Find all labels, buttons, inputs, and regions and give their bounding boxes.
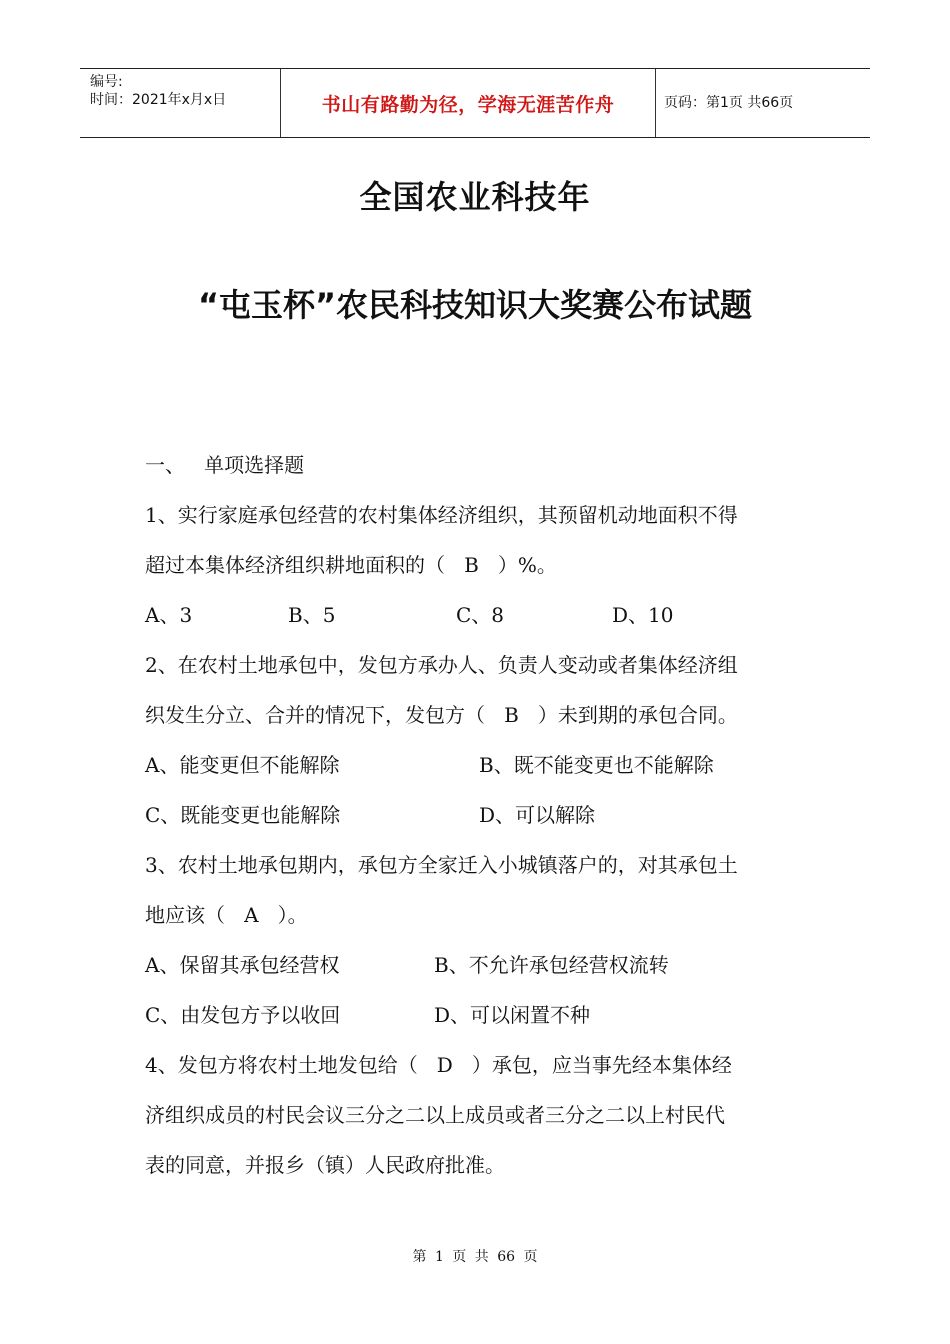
document-body: [145, 448, 815, 1198]
question-4-line-2: 济组织成员的村民会议三分之二以上成员或者三分之二以上村民代: [145, 1103, 725, 1127]
document-title: 全国农业科技年: [359, 178, 591, 216]
option-a: A、保留其承包经营权: [145, 953, 340, 977]
question-3-options-row-2: [145, 998, 815, 1048]
option-b: B、不允许承包经营权流转: [434, 953, 669, 977]
question-3-line-2: 地应该（ A ）。: [145, 903, 308, 927]
section-heading: 一、 单项选择题: [145, 453, 305, 477]
time-label: 时间：2021年x月x日: [90, 92, 227, 108]
option-a: A、能变更但不能解除: [145, 753, 340, 777]
document-subtitle: “屯玉杯”农民科技知识大奖赛公布试题: [197, 286, 753, 324]
option-d: D、可以解除: [479, 803, 596, 827]
question-1-line-1: 1、实行家庭承包经营的农村集体经济组织，其预留机动地面积不得: [145, 503, 738, 527]
option-a: A、3: [145, 603, 193, 627]
motto-text: 书山有路勤为径，学海无涯苦作舟: [321, 93, 615, 116]
option-c: C、既能变更也能解除: [145, 803, 341, 827]
question-2-line-2: 织发生分立、合并的情况下，发包方（ B ）未到期的承包合同。: [145, 703, 738, 727]
question-3-line-1: 3、农村土地承包期内，承包方全家迁入小城镇落户的，对其承包土: [145, 853, 738, 877]
header-page-cell: [654, 69, 870, 137]
number-label: 编号:: [90, 74, 123, 90]
header-meta: [80, 69, 280, 137]
header-motto-cell: [280, 69, 656, 137]
question-2-options-row-2: [145, 798, 815, 848]
option-b: B、5: [288, 603, 336, 627]
question-2-line-1: 2、在农村土地承包中，发包方承办人、负责人变动或者集体经济组: [145, 653, 738, 677]
page-info: 页码：第1页 共66页: [664, 94, 794, 111]
question-1-options: [145, 598, 815, 648]
question-4-line-3: 表的同意，并报乡（镇）人民政府批准。: [145, 1153, 505, 1177]
option-b: B、既不能变更也不能解除: [479, 753, 714, 777]
question-3-options-row-1: [145, 948, 815, 998]
option-c: C、8: [456, 603, 505, 627]
page-header: [80, 68, 870, 138]
option-c: C、由发包方予以收回: [145, 1003, 341, 1027]
option-d: D、可以闲置不种: [434, 1003, 591, 1027]
question-4-line-1: 4、发包方将农村土地发包给（ D ）承包，应当事先经本集体经: [145, 1053, 732, 1077]
question-2-options-row-1: [145, 748, 815, 798]
question-1-line-2: 超过本集体经济组织耕地面积的（ B ）%。: [145, 553, 557, 577]
page-footer: 第 1 页 共 66 页: [412, 1249, 538, 1265]
option-d: D、10: [612, 603, 674, 627]
